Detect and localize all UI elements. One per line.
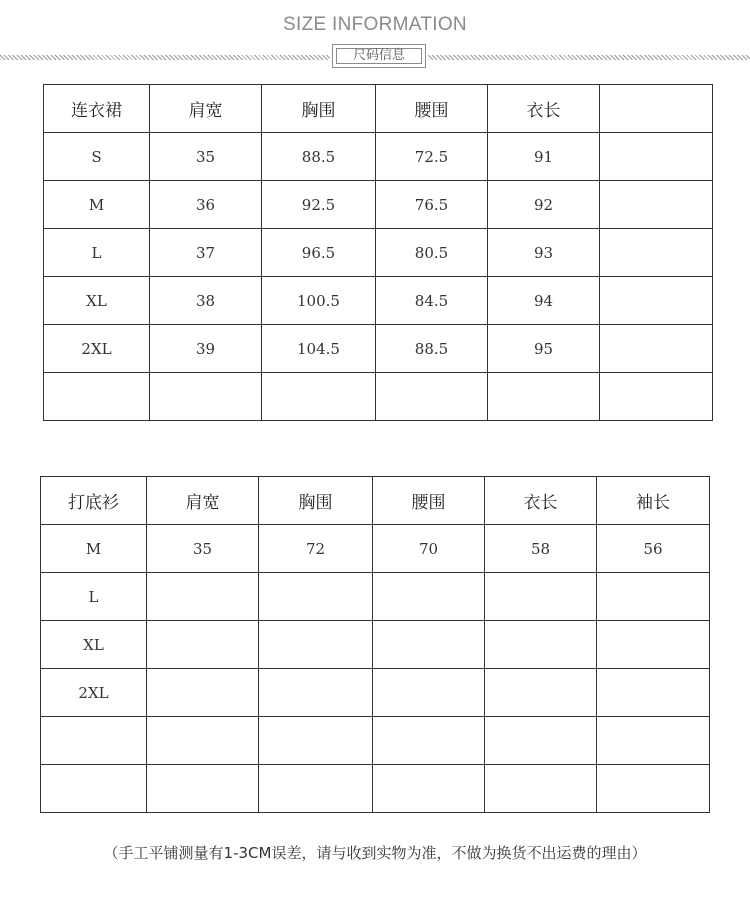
table-cell (597, 765, 710, 813)
table-cell (259, 669, 373, 717)
table-cell (600, 181, 713, 229)
table-cell: 80.5 (376, 229, 488, 277)
table-cell: 37 (150, 229, 262, 277)
table-cell: 88.5 (376, 325, 488, 373)
table-row (41, 717, 710, 765)
size-information-title: SIZE INFORMATION (283, 14, 467, 35)
table-cell: M (44, 181, 150, 229)
table-row (44, 277, 713, 325)
table-cell (147, 669, 259, 717)
table-row (41, 765, 710, 813)
table-cell (373, 717, 485, 765)
table-cell: L (44, 229, 150, 277)
table-cell (373, 765, 485, 813)
table-row (41, 525, 710, 573)
table-cell: 91 (488, 133, 600, 181)
table-cell (597, 621, 710, 669)
table-cell (600, 325, 713, 373)
header-cell-waist: 腰围 (373, 477, 485, 525)
table-cell (488, 373, 600, 421)
table-cell (147, 573, 259, 621)
table-cell (597, 573, 710, 621)
table-cell: 94 (488, 277, 600, 325)
table-cell: XL (44, 277, 150, 325)
table-cell (147, 621, 259, 669)
table-cell: 58 (485, 525, 597, 573)
table-cell (373, 573, 485, 621)
header-cell-garment: 打底衫 (41, 477, 147, 525)
table-row (41, 669, 710, 717)
table-cell (259, 765, 373, 813)
table-cell (373, 621, 485, 669)
header-cell-bust: 胸围 (259, 477, 373, 525)
table-cell: 35 (147, 525, 259, 573)
header-cell-shoulder: 肩宽 (147, 477, 259, 525)
table-cell: 2XL (41, 669, 147, 717)
undershirt-size-table (40, 476, 710, 813)
header-cell-bust: 胸围 (262, 85, 376, 133)
table-cell: 76.5 (376, 181, 488, 229)
table-cell: 36 (150, 181, 262, 229)
table-cell: 96.5 (262, 229, 376, 277)
table-cell: 95 (488, 325, 600, 373)
header-cell-empty (600, 85, 713, 133)
table-cell (600, 229, 713, 277)
table-row (44, 325, 713, 373)
table-cell: XL (41, 621, 147, 669)
table-cell (376, 373, 488, 421)
header-divider-left (0, 55, 330, 60)
table-cell (44, 373, 150, 421)
table-cell: 35 (150, 133, 262, 181)
table-row (44, 229, 713, 277)
table-header-row (44, 85, 713, 133)
table-row (44, 181, 713, 229)
table-cell (259, 573, 373, 621)
table-cell (259, 717, 373, 765)
table-cell (600, 277, 713, 325)
table-row (41, 573, 710, 621)
header-cell-length: 衣长 (485, 477, 597, 525)
header-cell-sleeve: 袖长 (597, 477, 710, 525)
table-cell (600, 373, 713, 421)
table-cell: 100.5 (262, 277, 376, 325)
table-cell (41, 765, 147, 813)
table-cell (262, 373, 376, 421)
table-cell: L (41, 573, 147, 621)
table-cell (485, 621, 597, 669)
table-cell: 38 (150, 277, 262, 325)
table-cell: 70 (373, 525, 485, 573)
table-cell: 92.5 (262, 181, 376, 229)
table-cell (259, 621, 373, 669)
table-cell (485, 573, 597, 621)
header-cell-length: 衣长 (488, 85, 600, 133)
table-cell: 72 (259, 525, 373, 573)
table-cell: 39 (150, 325, 262, 373)
table-row (44, 373, 713, 421)
table-cell (41, 717, 147, 765)
table-cell: 2XL (44, 325, 150, 373)
table-cell: 104.5 (262, 325, 376, 373)
table-cell: 92 (488, 181, 600, 229)
header-cell-garment: 连衣裙 (44, 85, 150, 133)
header-cell-shoulder: 肩宽 (150, 85, 262, 133)
measurement-note: （手工平铺测量有1-3CM误差，请与收到实物为准，不做为换货不出运费的理由） (103, 844, 647, 862)
table-cell: 84.5 (376, 277, 488, 325)
table-row (44, 133, 713, 181)
table-cell: 72.5 (376, 133, 488, 181)
table-cell (373, 669, 485, 717)
table-cell (597, 717, 710, 765)
table-cell: M (41, 525, 147, 573)
table-cell (485, 717, 597, 765)
table-cell (147, 765, 259, 813)
table-row (41, 621, 710, 669)
table-cell (147, 717, 259, 765)
table-cell (600, 133, 713, 181)
table-cell (597, 669, 710, 717)
table-cell (485, 765, 597, 813)
dress-size-table (43, 84, 713, 421)
table-cell: 88.5 (262, 133, 376, 181)
table-cell: 93 (488, 229, 600, 277)
table-cell (150, 373, 262, 421)
size-info-subtitle: 尺码信息 (336, 48, 422, 64)
table-header-row (41, 477, 710, 525)
header-divider-right (428, 55, 750, 60)
table-cell: S (44, 133, 150, 181)
header-cell-waist: 腰围 (376, 85, 488, 133)
table-cell: 56 (597, 525, 710, 573)
table-cell (485, 669, 597, 717)
